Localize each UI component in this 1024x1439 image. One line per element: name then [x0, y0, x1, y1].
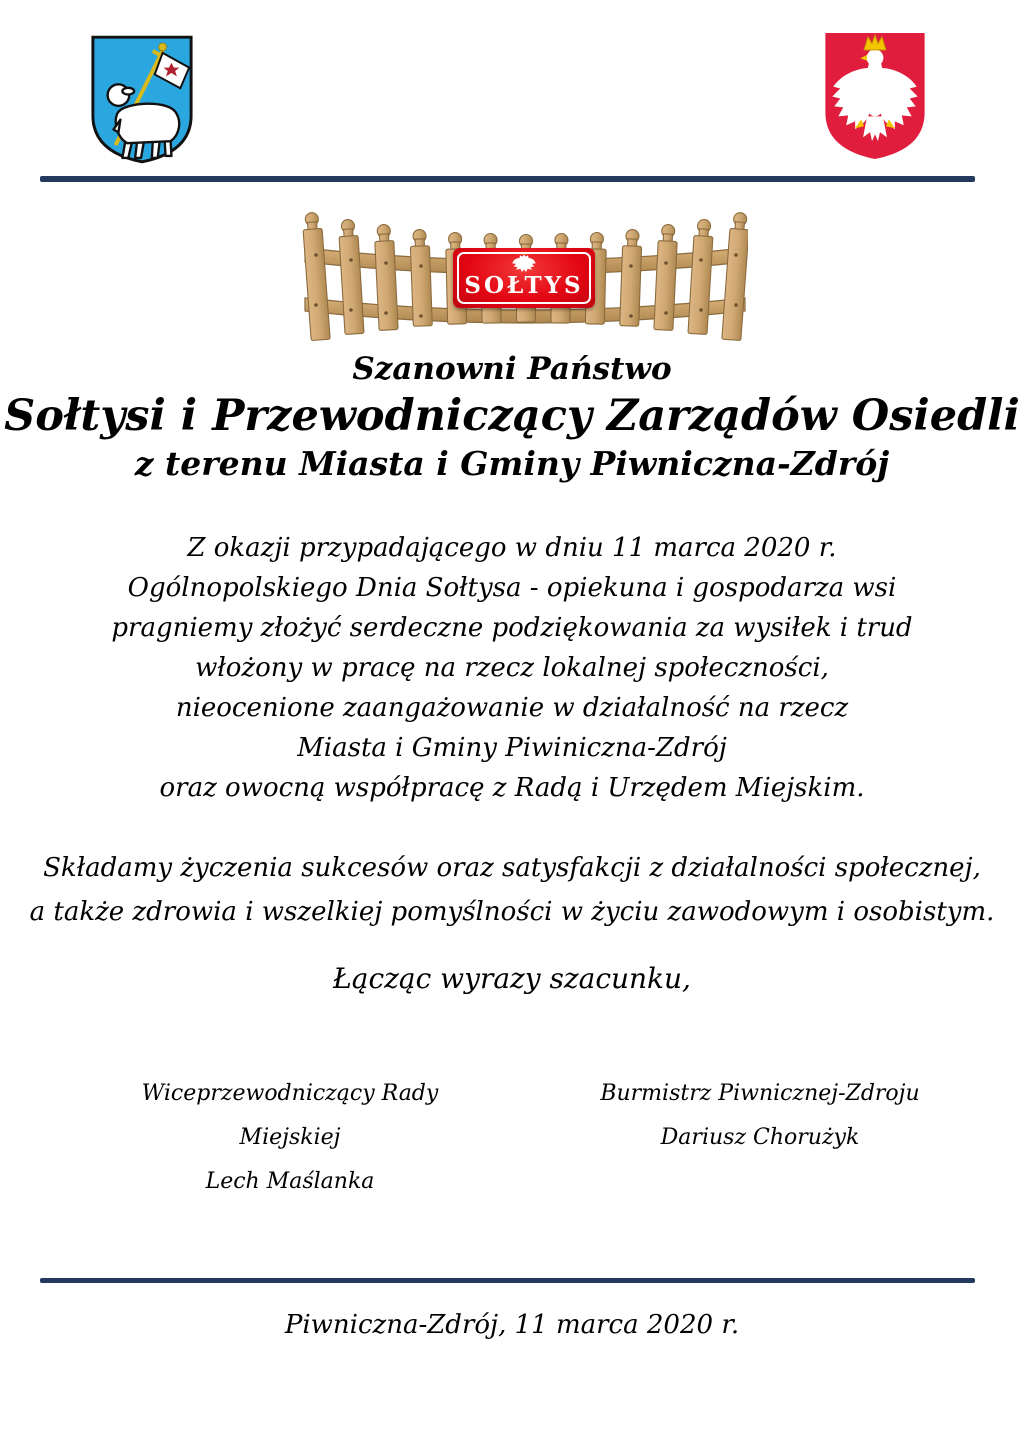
soltys-sign-label: SOŁTYS	[464, 272, 584, 299]
greeting-region: z terenu Miasta i Gminy Piwniczna-Zdrój	[134, 444, 890, 483]
soltys-fence-graphic	[302, 210, 748, 342]
greeting-addressee: Sołtysi i Przewodniczący Zarządów Osiedli	[4, 391, 1020, 441]
greeting-block	[0, 348, 1024, 486]
signature-right-title: Burmistrz Piwnicznej-Zdroju	[600, 1081, 920, 1106]
poland-coat-of-arms-icon	[820, 30, 930, 163]
body-line: nieocenione zaangażowanie w działalność na rzecz	[175, 693, 849, 723]
body-paragraph-2	[0, 846, 1024, 934]
soltys-sign	[453, 248, 595, 308]
body-line: Z okazji przypadającego w dniu 11 marca 2020 r.	[187, 533, 837, 563]
white-eagle-icon	[507, 251, 541, 273]
body-line: Miasta i Gminy Piwiniczna-Zdrój	[297, 733, 727, 763]
body-line: włożony w pracę na rzecz lokalnej społeczności,	[195, 653, 829, 683]
signature-left-name: Lech Maślanka	[205, 1169, 375, 1194]
dateline: Piwniczna-Zdrój, 11 marca 2020 r.	[284, 1310, 740, 1340]
body-line: Ogólnopolskiego Dnia Sołtysa - opiekuna i gospodarza wsi	[127, 573, 897, 603]
top-divider-rule	[40, 176, 975, 182]
greeting-salutation: Szanowni Państwo	[352, 351, 672, 387]
body-line: Składamy życzenia sukcesów oraz satysfakcji z działalności społecznej,	[43, 853, 981, 883]
signature-right-name: Dariusz Chorużyk	[660, 1125, 860, 1150]
body-line: pragniemy złożyć serdeczne podziękowania za wysiłek i trud	[111, 613, 913, 643]
signature-left	[95, 1072, 485, 1204]
body-line: oraz owocną współpracę z Radą i Urzędem Miejskim.	[159, 773, 865, 803]
signature-left-title: Wiceprzewodniczący Rady Miejskiej	[141, 1081, 439, 1150]
body-line: a także zdrowia i wszelkiej pomyślności w życiu zawodowym i osobistym.	[29, 897, 995, 927]
signature-right	[575, 1072, 945, 1160]
bottom-divider-rule	[40, 1278, 975, 1283]
body-paragraph-1	[0, 528, 1024, 808]
piwniczna-zdroj-coat-of-arms-icon	[88, 32, 196, 168]
closing-line: Łącząc wyrazy szacunku,	[333, 962, 691, 995]
